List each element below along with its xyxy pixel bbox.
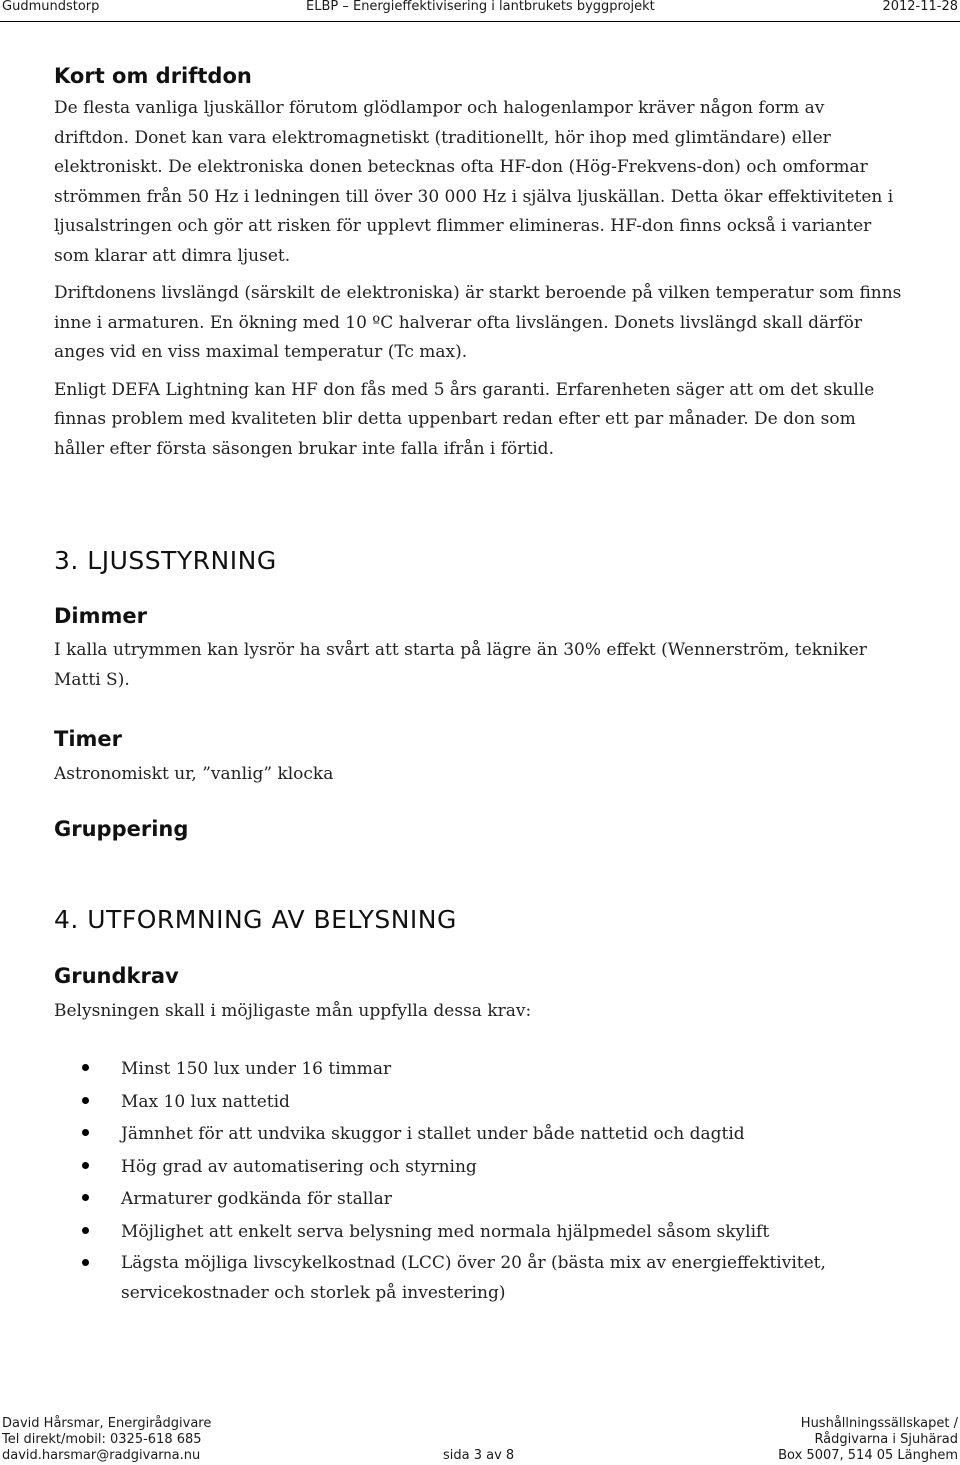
- heading-dimmer: Dimmer: [54, 604, 147, 628]
- bullet-icon: [82, 1097, 89, 1104]
- paragraph-dimmer: I kalla utrymmen kan lysrör ha svårt att starta på lägre än 30% effekt (Wennerström, tekniker Matti S).: [54, 640, 867, 690]
- page-header: [0, 0, 960, 22]
- footer-email[interactable]: david.harsmar@radgivarna.nu: [2, 1448, 201, 1463]
- heading-section-4: 4. UTFORMNING AV BELYSNING: [54, 904, 457, 934]
- bullet-icon: [82, 1129, 89, 1136]
- bullet-icon: [82, 1064, 89, 1071]
- list-item: Lägsta möjliga livscykelkostnad (LCC) över 20 år (bästa mix av energieffektivitet, servicekostnader och storlek på investering): [54, 1248, 914, 1308]
- bullet-icon: [82, 1162, 89, 1169]
- footer-organization: Hushållningssällskapet / Rådgivarna i Sjuhärad Box 5007, 514 05 Länghem: [778, 1416, 958, 1463]
- list-item: Minst 150 lux under 16 timmar: [54, 1053, 914, 1086]
- heading-kort-om-driftdon: Kort om driftdon: [54, 64, 252, 88]
- heading-timer: Timer: [54, 727, 123, 751]
- paragraph-driftdon-1: De flesta vanliga ljuskällor förutom glödlampor och halogenlampor kräver någon form av driftdon. Donet kan vara elektromagnetiskt (traditionellt, hör ihop med glimtändare) eller elektroniskt. De elektroniska donen betecknas ofta HF-don (Hög-Frekvens-don) och omformar strömmen från 50 Hz i ledningen till över 30 000 Hz i själva ljuskällan. Detta ökar effektiviteten i ljusalstringen och gör att risken för upplevt flimmer elimineras. HF-don finns också i varianter som klarar att dimra ljuset.: [54, 98, 894, 266]
- header-date: 2012-11-28: [882, 0, 958, 14]
- header-left: Gudmundstorp: [2, 0, 100, 14]
- header-rule: [0, 21, 960, 22]
- heading-section-3: 3. LJUSSTYRNING: [54, 546, 277, 575]
- bullet-icon: [82, 1227, 89, 1234]
- paragraph-driftdon-3: Enligt DEFA Lightning kan HF don fås med 5 års garanti. Erfarenheten säger att om det skulle finnas problem med kvaliteten blir detta uppenbart redan efter ett par månader. De don som håller efter första säsongen brukar inte falla ifrån i förtid.: [54, 379, 875, 459]
- bullet-icon: [82, 1194, 89, 1201]
- list-item: Armaturer godkända för stallar: [54, 1183, 914, 1216]
- paragraph-timer: Astronomiskt ur, ”vanlig” klocka: [54, 764, 334, 784]
- list-item: Hög grad av automatisering och styrning: [54, 1151, 914, 1184]
- paragraph-driftdon-2: Driftdonens livslängd (särskilt de elektroniska) är starkt beroende på vilken temperatur som finns inne i armaturen. En ökning med 10 ºC halverar ofta livslängen. Donets livslängd skall därför anges vid en viss maximal temperatur (Tc max).: [54, 283, 902, 362]
- header-center: ELBP – Energieffektivisering i lantbrukets byggprojekt: [306, 0, 655, 14]
- page-number: sida 3 av 8: [443, 1448, 515, 1463]
- paragraph-grundkrav-intro: Belysningen skall i möjligaste mån uppfylla dessa krav:: [54, 1000, 532, 1021]
- list-item: Jämnhet för att undvika skuggor i stallet under både nattetid och dagtid: [54, 1118, 914, 1151]
- footer-contact: David Hårsmar, Energirådgivare Tel direkt/mobil: 0325-618 685 david.harsmar@radgivarna.nu: [2, 1416, 212, 1463]
- list-item: Möjlighet att enkelt serva belysning med normala hjälpmedel såsom skylift: [54, 1216, 914, 1249]
- list-item: Max 10 lux nattetid: [54, 1086, 914, 1119]
- requirements-list: [54, 1053, 914, 1308]
- heading-gruppering: Gruppering: [54, 816, 189, 841]
- page-footer: [0, 1416, 960, 1465]
- bullet-icon: [82, 1259, 89, 1266]
- heading-grundkrav: Grundkrav: [54, 963, 179, 988]
- page-content: [54, 62, 914, 1308]
